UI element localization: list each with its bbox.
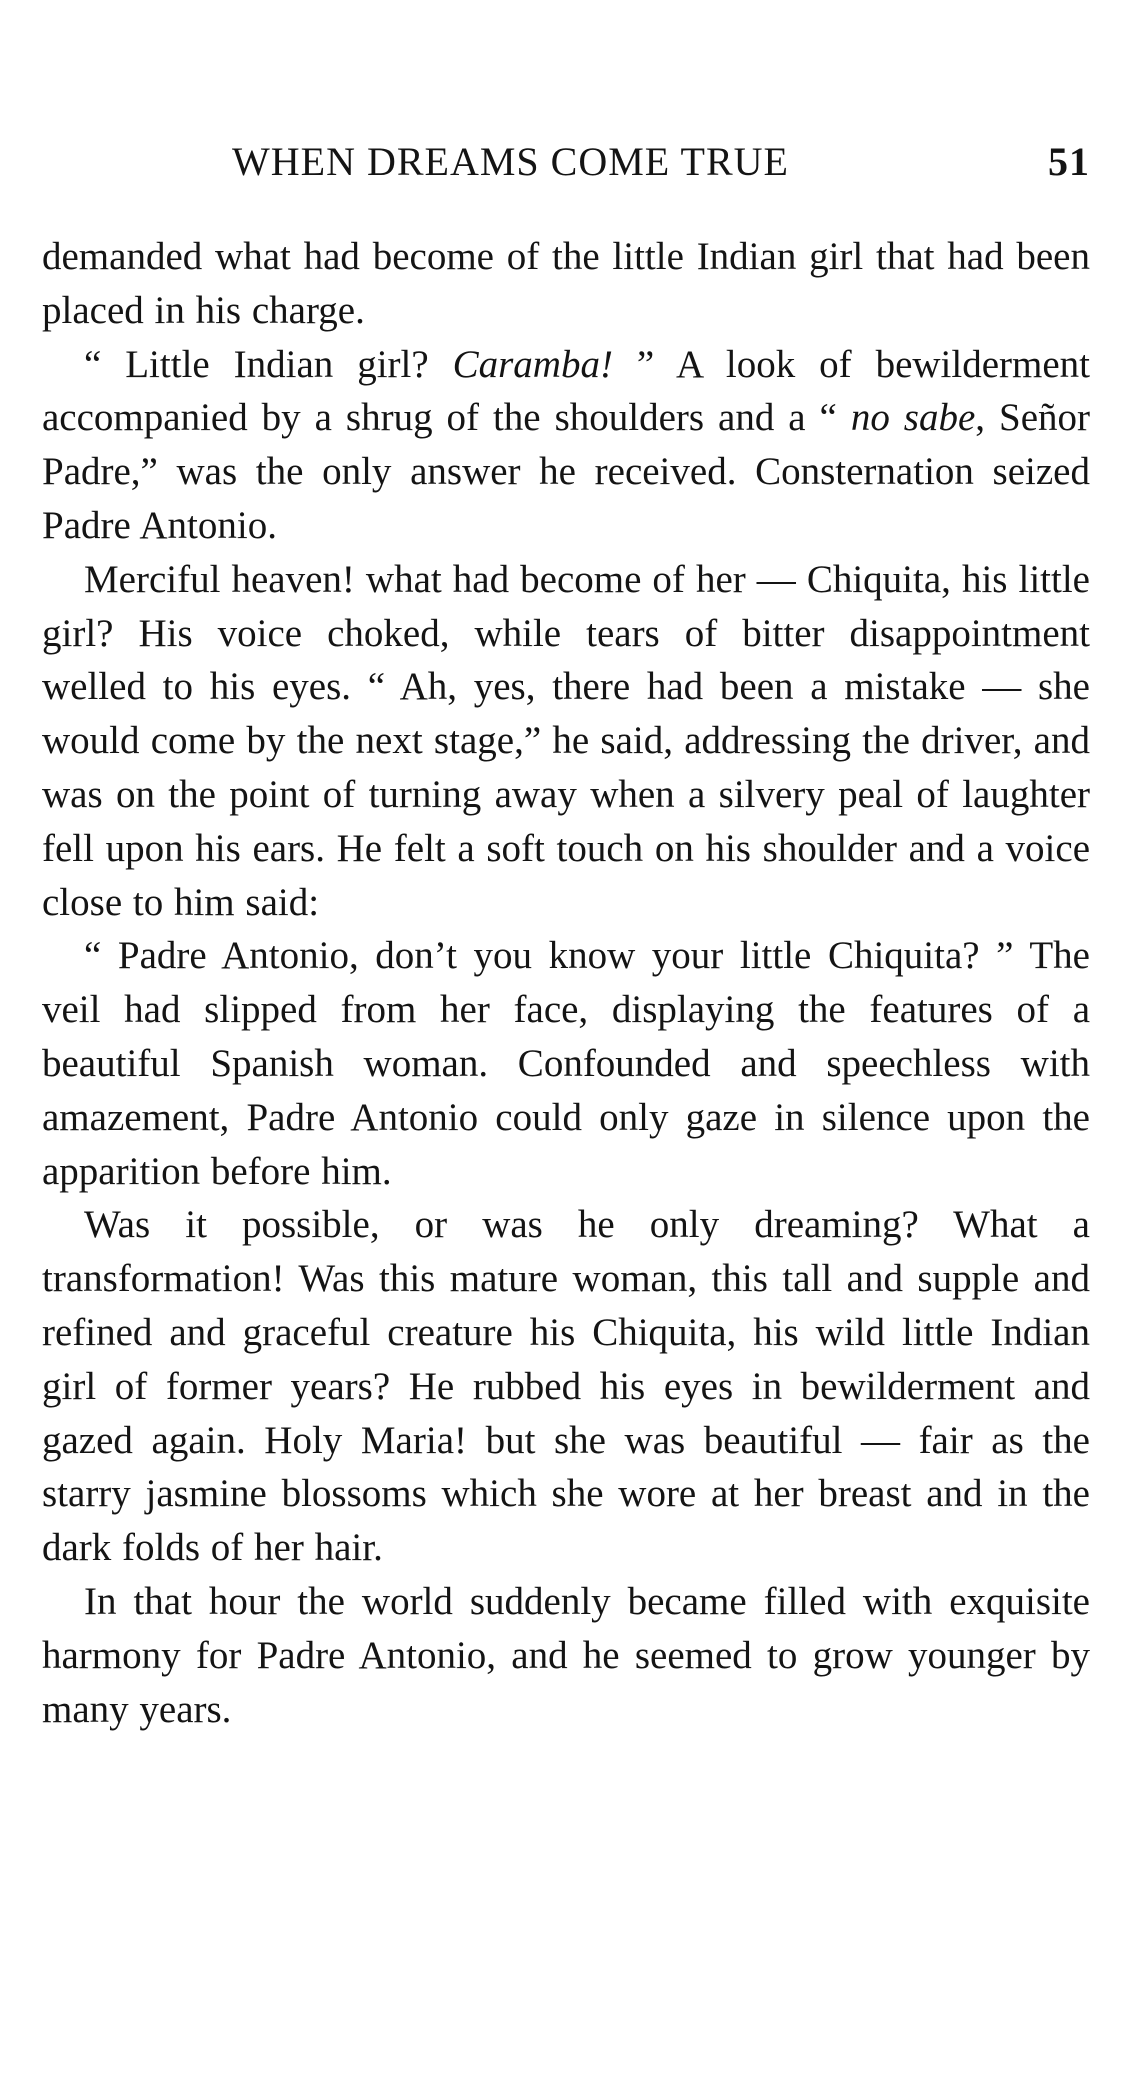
- paragraph-5: Was it possible, or was he only dreaming? What a transformation! Was this mature woman, this tall and supple and refined and graceful creature his Chiquita, his wild little Indian girl of former years? He rubbed his eyes in bewilderment and gazed again. Holy Maria! but she was beautiful — fair as the starry jasmine blossoms which she wore at her breast and in the dark folds of her hair.: [42, 1203, 1090, 1570]
- running-title: WHEN DREAMS COME TRUE: [232, 139, 789, 184]
- paragraph-2-part-2: ” A look of bewilderment accompanied by a shrug of the shoulders and a “: [42, 342, 1091, 440]
- page-number: 51: [1048, 139, 1090, 184]
- paragraph-3: Merciful heaven! what had become of her — Chiquita, his little girl? His voice choked, while tears of bitter disappointment welled to his eyes. “ Ah, yes, there had been a mistake — she would come by the next stage,” he said, addressing the driver, and was on the point of turning away when a silvery peal of laughter fell upon his ears. He felt a soft touch on his shoulder and a voice close to him said:: [42, 557, 1090, 924]
- paragraph-6: In that hour the world suddenly became filled with exquisite harmony for Padre Antonio, and he seemed to grow younger by many years.: [42, 1579, 1090, 1731]
- paragraph-1: demanded what had become of the little Indian girl that had been placed in his charge.: [42, 235, 1090, 332]
- paragraph-4: “ Padre Antonio, don’t you know your little Chiquita? ” The veil had slipped from her face, displaying the features of a beautiful Spanish woman. Confounded and speechless with amazement, Padre Antonio could only gaze in silence upon the apparition before him.: [42, 934, 1090, 1193]
- paragraph-2-italic-no-sabe: no sabe: [850, 396, 976, 440]
- paragraph-2-part-3: , Señor Padre,” was the only answer he received. Consternation seized Padre Antonio.: [42, 396, 1090, 547]
- paragraph-2-part-1: “ Little Indian girl?: [84, 342, 453, 386]
- running-head: [42, 138, 1090, 188]
- body-text: [42, 230, 1090, 1736]
- paragraph-2-italic-caramba: Caramba!: [452, 342, 613, 386]
- paragraph-2: [42, 338, 1090, 553]
